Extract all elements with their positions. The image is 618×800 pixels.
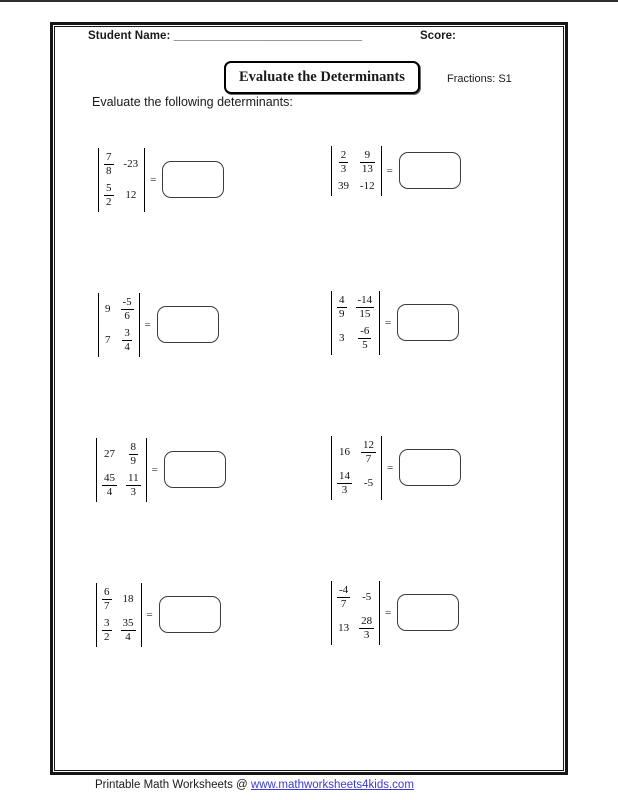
fraction-denominator: 4 <box>102 485 117 499</box>
matrix-cell-integer: 16 <box>339 445 350 458</box>
matrix-cell-fraction <box>102 472 117 498</box>
determinant-matrix <box>331 146 382 196</box>
problem-7 <box>96 583 221 647</box>
answer-box[interactable] <box>399 152 461 189</box>
fraction-numerator: 28 <box>361 615 373 628</box>
fraction-numerator: 8 <box>130 441 137 453</box>
fraction-denominator: 4 <box>124 340 130 353</box>
fraction-numerator: 11 <box>128 472 139 485</box>
matrix-cell-fraction <box>126 472 141 498</box>
problem-4 <box>331 291 459 355</box>
problem-6 <box>331 436 461 500</box>
matrix-cell-fraction <box>104 182 114 208</box>
matrix-cell-fraction <box>337 294 347 320</box>
equals-sign: = <box>151 463 158 476</box>
problem-2 <box>331 146 461 196</box>
problem-5 <box>96 438 226 502</box>
matrix-cell-integer: 13 <box>338 622 350 635</box>
matrix-cell-integer: -5 <box>363 477 374 490</box>
matrix-cell-fraction <box>121 617 136 643</box>
fraction-denominator: 3 <box>126 485 141 499</box>
answer-box[interactable] <box>157 306 219 343</box>
equals-sign: = <box>385 606 392 619</box>
matrix-cell-integer: -5 <box>362 590 372 603</box>
equals-sign: = <box>385 316 392 329</box>
answer-box[interactable] <box>397 304 459 341</box>
equals-sign: = <box>146 608 153 621</box>
footer-credit <box>95 779 414 791</box>
answer-box[interactable] <box>164 451 226 488</box>
determinant-matrix <box>96 583 142 647</box>
answer-box[interactable] <box>397 594 459 631</box>
fraction-numerator: -4 <box>339 584 349 596</box>
matrix-cell-integer: 3 <box>339 332 345 345</box>
matrix-cell-integer: -12 <box>360 180 375 193</box>
equals-sign: = <box>150 173 157 186</box>
matrix-cell-fraction <box>358 325 371 351</box>
fraction-denominator: 13 <box>361 162 373 175</box>
matrix-cell-fraction <box>129 441 139 467</box>
matrix-cell-fraction <box>102 617 112 643</box>
fraction-denominator: 5 <box>358 338 371 352</box>
instruction-text: Evaluate the following determinants: <box>92 95 293 109</box>
matrix-cell-integer: 9 <box>105 302 111 315</box>
matrix-cell-fraction <box>121 296 134 322</box>
equals-sign: = <box>386 164 393 177</box>
answer-box[interactable] <box>162 161 224 198</box>
fraction-denominator: 9 <box>130 454 137 467</box>
answer-box[interactable] <box>159 596 221 633</box>
fraction-denominator: 3 <box>340 162 347 175</box>
problem-8 <box>331 581 459 645</box>
fraction-denominator: 8 <box>106 164 112 177</box>
matrix-cell-integer: -23 <box>123 157 139 170</box>
matrix-cell-fraction <box>360 149 375 175</box>
fraction-denominator: 4 <box>121 630 136 644</box>
student-name-text: Student Name: <box>88 30 171 42</box>
fraction-denominator: 6 <box>121 309 134 323</box>
determinant-matrix <box>96 438 147 502</box>
equals-sign: = <box>144 318 151 331</box>
problem-1 <box>98 148 224 212</box>
determinant-matrix <box>331 581 380 645</box>
determinant-matrix <box>98 148 145 212</box>
matrix-cell-fraction <box>359 615 374 641</box>
footer-credit-text: Printable Math Worksheets @ <box>95 779 251 791</box>
fraction-numerator: 7 <box>106 151 112 163</box>
matrix-cell-integer: 39 <box>338 180 349 193</box>
fraction-denominator: 3 <box>337 483 352 497</box>
fraction-numerator: 4 <box>339 294 345 306</box>
fraction-numerator: 5 <box>106 182 112 195</box>
matrix-cell-fraction <box>361 439 376 465</box>
matrix-cell-integer: 12 <box>125 189 137 202</box>
fraction-numerator: -6 <box>360 325 370 338</box>
fraction-numerator: 12 <box>363 439 374 451</box>
fraction-denominator: 7 <box>361 452 376 466</box>
fraction-denominator: 15 <box>356 307 375 321</box>
fraction-denominator: 2 <box>106 195 112 208</box>
determinant-matrix <box>98 293 140 357</box>
fraction-numerator: -14 <box>357 294 373 306</box>
fraction-numerator: -5 <box>122 296 132 308</box>
fraction-denominator: 3 <box>359 628 374 642</box>
fraction-denominator: 2 <box>104 630 110 643</box>
fraction-numerator: 3 <box>104 617 110 630</box>
matrix-cell-integer: 27 <box>104 447 115 460</box>
equals-sign: = <box>387 461 394 474</box>
fraction-numerator: 45 <box>104 472 115 485</box>
fraction-numerator: 14 <box>339 470 350 483</box>
fraction-numerator: 2 <box>340 149 347 161</box>
problem-3 <box>98 293 219 357</box>
matrix-cell-integer: 7 <box>105 334 111 347</box>
matrix-cell-fraction <box>122 327 132 353</box>
matrix-cell-fraction <box>104 151 114 177</box>
fraction-numerator: 3 <box>124 327 130 340</box>
matrix-cell-fraction <box>337 470 352 496</box>
answer-box[interactable] <box>399 449 461 486</box>
matrix-cell-fraction <box>356 294 375 320</box>
fraction-numerator: 9 <box>364 149 371 161</box>
fraction-denominator: 7 <box>104 599 110 612</box>
fraction-numerator: 6 <box>104 586 110 598</box>
footer-website-link[interactable]: www.mathworksheets4kids.com <box>250 779 414 791</box>
matrix-cell-fraction <box>102 586 112 612</box>
student-name-blank-line: _____________________________ <box>173 30 363 42</box>
worksheet-title: Evaluate the Determinants <box>239 69 405 85</box>
determinant-matrix <box>331 291 380 355</box>
determinant-matrix <box>331 436 382 500</box>
fraction-denominator: 7 <box>337 597 350 611</box>
matrix-cell-fraction <box>337 584 350 610</box>
matrix-cell-fraction <box>339 149 349 175</box>
score-label: Score: <box>420 30 456 42</box>
fraction-numerator: 35 <box>122 617 134 630</box>
matrix-cell-integer: 18 <box>122 592 134 605</box>
fraction-denominator: 9 <box>339 307 345 320</box>
sheet-variant-label: Fractions: S1 <box>447 73 512 85</box>
